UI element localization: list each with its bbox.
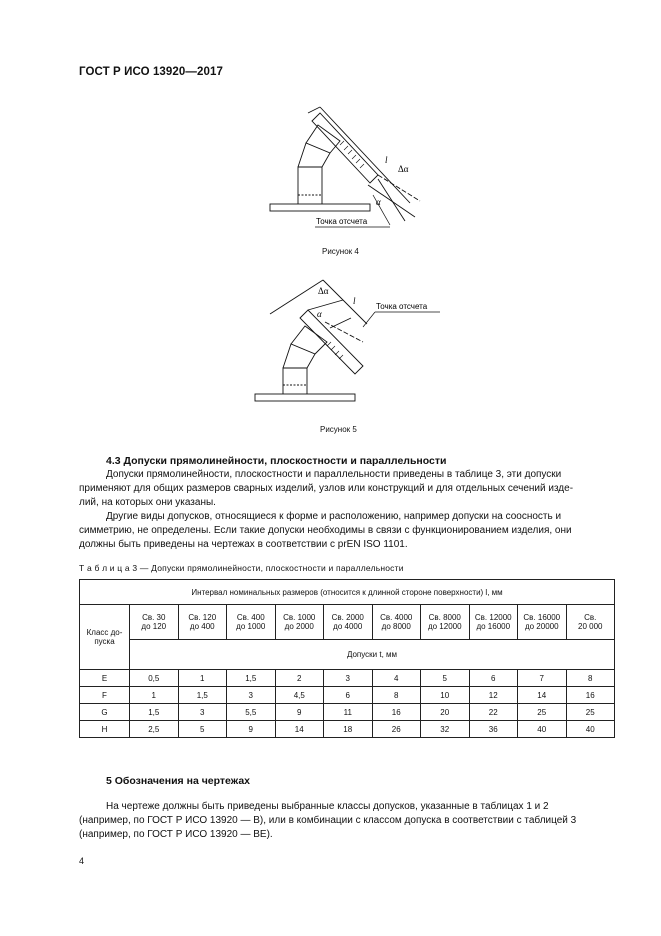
range-cell: Св. 400 до 1000 bbox=[227, 605, 276, 640]
value-cell: 22 bbox=[469, 704, 518, 721]
range-cell: Св. 120 до 400 bbox=[178, 605, 227, 640]
value-cell: 12 bbox=[469, 687, 518, 704]
para2-line-1: Другие виды допусков, относящиеся к форме и расположению, например допуски на соосность и bbox=[106, 511, 562, 522]
value-cell: 1,5 bbox=[130, 704, 179, 721]
fig4-angle-label: α bbox=[376, 197, 381, 207]
class-header bbox=[80, 605, 130, 670]
table-header-row-ranges bbox=[80, 605, 615, 640]
value-cell: 40 bbox=[518, 721, 567, 738]
table-header-row-interval bbox=[80, 580, 615, 605]
range-cell: Св. 2000 до 4000 bbox=[324, 605, 373, 640]
value-cell: 10 bbox=[421, 687, 470, 704]
document-header: ГОСТ Р ИСО 13920—2017 bbox=[79, 66, 224, 78]
value-cell: 9 bbox=[275, 704, 324, 721]
value-cell: 11 bbox=[324, 704, 373, 721]
range-cell: Св. 12000 до 16000 bbox=[469, 605, 518, 640]
table-header-row-tolerance bbox=[80, 640, 615, 670]
para1-line-3: лий, на которых они указаны. bbox=[79, 497, 216, 508]
value-cell: 5 bbox=[421, 670, 470, 687]
section-5-title: 5 Обозначения на чертежах bbox=[106, 775, 251, 787]
class-cell: F bbox=[80, 687, 130, 704]
figure-4-caption: Рисунок 4 bbox=[322, 247, 359, 256]
table-row bbox=[80, 721, 615, 738]
section-5-paragraph bbox=[79, 800, 615, 842]
class-cell: G bbox=[80, 704, 130, 721]
fig4-length-label: l bbox=[385, 155, 388, 165]
range-cell: Св. 16000 до 20000 bbox=[518, 605, 567, 640]
value-cell: 14 bbox=[275, 721, 324, 738]
value-cell: 14 bbox=[518, 687, 567, 704]
value-cell: 25 bbox=[566, 704, 615, 721]
fig5-angle-label: α bbox=[317, 309, 322, 319]
value-cell: 4 bbox=[372, 670, 421, 687]
value-cell: 3 bbox=[227, 687, 276, 704]
table-row bbox=[80, 704, 615, 721]
value-cell: 1 bbox=[178, 670, 227, 687]
table-row bbox=[80, 670, 615, 687]
fig5-length-label: l bbox=[353, 296, 356, 306]
value-cell: 16 bbox=[566, 687, 615, 704]
table-3-caption: Т а б л и ц а 3 — Допуски прямолинейности, плоскостности и параллельности bbox=[79, 563, 404, 573]
value-cell: 7 bbox=[518, 670, 567, 687]
section5-line-1: На чертеже должны быть приведены выбранные классы допусков, указанные в таблицах 1 и 2 bbox=[106, 801, 549, 812]
value-cell: 16 bbox=[372, 704, 421, 721]
fig5-delta-label: Δα bbox=[318, 286, 329, 296]
para1-line-1: Допуски прямолинейности, плоскостности и параллельности приведены в таблице 3, эти допуски bbox=[106, 469, 562, 480]
figure-4-drawing bbox=[260, 95, 460, 235]
range-cell: Св. 8000 до 12000 bbox=[421, 605, 470, 640]
figure-5-caption: Рисунок 5 bbox=[320, 425, 357, 434]
page-number: 4 bbox=[79, 856, 85, 866]
value-cell: 36 bbox=[469, 721, 518, 738]
value-cell: 6 bbox=[469, 670, 518, 687]
figure-5-drawing bbox=[245, 272, 455, 412]
para1-line-2: применяют для общих размеров сварных изделий, узлов или конструкций и для отдельных сечений изде- bbox=[79, 483, 574, 494]
fig4-delta-label: Δα bbox=[398, 164, 409, 174]
value-cell: 26 bbox=[372, 721, 421, 738]
value-cell: 8 bbox=[566, 670, 615, 687]
value-cell: 6 bbox=[324, 687, 373, 704]
value-cell: 3 bbox=[324, 670, 373, 687]
para2-line-2: симметрию, не определены. Если такие допуски необходимы в связи с функционированием изделия, они bbox=[79, 525, 572, 536]
range-cell: Св. 30 до 120 bbox=[130, 605, 179, 640]
class-header-line-1: Класс до- bbox=[86, 628, 123, 637]
value-cell: 1,5 bbox=[227, 670, 276, 687]
class-header-line-2: пуска bbox=[94, 637, 115, 646]
para2-line-3: должны быть приведены на чертежах в соответствии с prEN ISO 1101. bbox=[79, 539, 408, 550]
value-cell: 9 bbox=[227, 721, 276, 738]
value-cell: 0,5 bbox=[130, 670, 179, 687]
range-cell: Св. 1000 до 2000 bbox=[275, 605, 324, 640]
fig4-callout: Точка отсчета bbox=[316, 217, 368, 226]
class-cell: E bbox=[80, 670, 130, 687]
section5-line-2: (например, по ГОСТ Р ИСО 13920 — В), или в комбинации с классом допуска в соответствии с таблицей 3 bbox=[79, 815, 577, 826]
value-cell: 8 bbox=[372, 687, 421, 704]
value-cell: 40 bbox=[566, 721, 615, 738]
value-cell: 2,5 bbox=[130, 721, 179, 738]
value-cell: 32 bbox=[421, 721, 470, 738]
value-cell: 1,5 bbox=[178, 687, 227, 704]
value-cell: 4,5 bbox=[275, 687, 324, 704]
range-cell: Св. 20 000 bbox=[566, 605, 615, 640]
value-cell: 20 bbox=[421, 704, 470, 721]
value-cell: 25 bbox=[518, 704, 567, 721]
section-4-3-paragraph-2 bbox=[79, 510, 615, 552]
table-row bbox=[80, 687, 615, 704]
table-3 bbox=[79, 579, 615, 738]
value-cell: 18 bbox=[324, 721, 373, 738]
tolerance-header: Допуски t, мм bbox=[130, 640, 615, 670]
section-4-3-paragraph-1 bbox=[79, 468, 615, 510]
value-cell: 1 bbox=[130, 687, 179, 704]
value-cell: 3 bbox=[178, 704, 227, 721]
interval-header: Интервал номинальных размеров (относится к длинной стороне поверхности) l, мм bbox=[80, 580, 615, 605]
value-cell: 5,5 bbox=[227, 704, 276, 721]
section-4-3-title: 4.3 Допуски прямолинейности, плоскостности и параллельности bbox=[106, 455, 447, 467]
section5-line-3: (например, по ГОСТ Р ИСО 13920 — ВЕ). bbox=[79, 829, 273, 840]
range-cell: Св. 4000 до 8000 bbox=[372, 605, 421, 640]
value-cell: 5 bbox=[178, 721, 227, 738]
value-cell: 2 bbox=[275, 670, 324, 687]
class-cell: H bbox=[80, 721, 130, 738]
fig5-callout: Точка отсчета bbox=[376, 302, 428, 311]
